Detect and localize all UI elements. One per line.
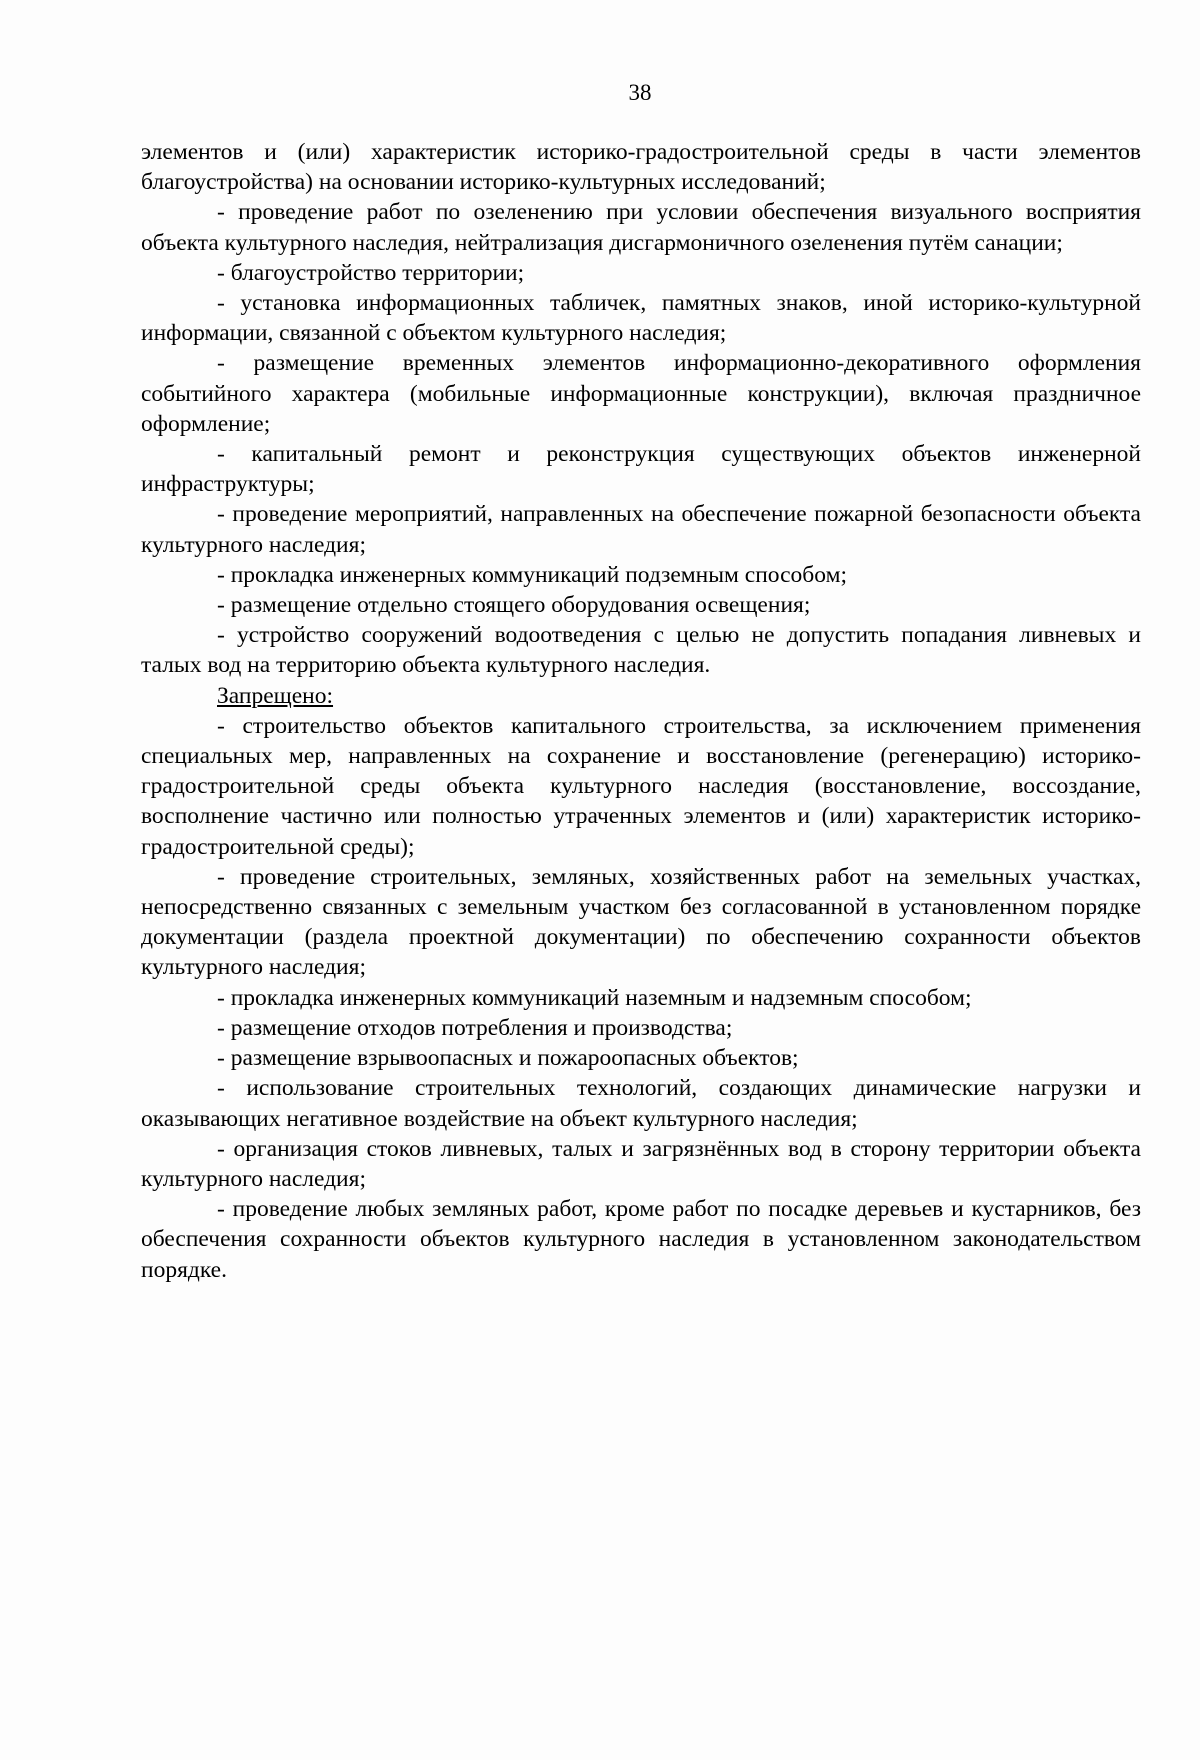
forbidden-list-item: - проведение любых земляных работ, кроме работ по посадке деревьев и кустарников, без обеспечения сохранности объектов культурного наследия в установленном законодательством порядке.	[141, 1196, 1141, 1283]
list-item: - прокладка инженерных коммуникаций подземным способом;	[217, 561, 847, 588]
forbidden-list-item: - размещение взрывоопасных и пожароопасных объектов;	[217, 1045, 799, 1072]
forbidden-list-item: - размещение отходов потребления и производства;	[217, 1014, 733, 1041]
list-item: - проведение мероприятий, направленных на обеспечение пожарной безопасности объекта культурного наследия;	[141, 501, 1141, 558]
forbidden-list-item: - организация стоков ливневых, талых и загрязнённых вод в сторону территории объекта культурного наследия;	[141, 1135, 1141, 1192]
paragraph-continuation: элементов и (или) характеристик историко-градостроительной среды в части элементов благоустройства) на основании историко-культурных исследований;	[141, 139, 1141, 196]
list-item: - капитальный ремонт и реконструкция существующих объектов инженерной инфраструктуры;	[141, 441, 1141, 498]
list-item: - проведение работ по озеленению при условии обеспечения визуального восприятия объекта культурного наследия, нейтрализация дисгармоничного озеленения путём санации;	[141, 199, 1141, 256]
forbidden-list-item: - использование строительных технологий, создающих динамические нагрузки и оказывающих негативное воздействие на объект культурного наследия;	[141, 1075, 1141, 1132]
forbidden-heading: Запрещено:	[217, 682, 334, 709]
list-item: - установка информационных табличек, памятных знаков, иной историко-культурной информации, связанной с объектом культурного наследия;	[141, 290, 1141, 347]
document-body	[141, 137, 1141, 1285]
list-item: - благоустройство территории;	[217, 259, 525, 286]
forbidden-list-item: - строительство объектов капитального строительства, за исключением применения специальных мер, направленных на сохранение и восстановление (регенерацию) историко-градостроительной среды объекта культурного наследия (восстановление, воссоздание, восполнение частично или полностью утраченных элементов и (или) характеристик историко-градостроительной среды);	[141, 712, 1141, 860]
forbidden-list-item: - прокладка инженерных коммуникаций наземным и надземным способом;	[217, 984, 972, 1011]
forbidden-list-item: - проведение строительных, земляных, хозяйственных работ на земельных участках, непосредственно связанных с земельным участком без согласованной в установленном порядке документации (раздела проектной документации) по обеспечению сохранности объектов культурного наследия;	[141, 863, 1141, 981]
list-item: - устройство сооружений водоотведения с целью не допустить попадания ливневых и талых вод на территорию объекта культурного наследия.	[141, 622, 1141, 679]
forbidden-heading-line	[141, 681, 1141, 711]
page-number: 38	[628, 80, 652, 105]
list-item: - размещение временных элементов информационно-декоративного оформления событийного характера (мобильные информационные конструкции), включая праздничное оформление;	[141, 350, 1141, 437]
list-item: - размещение отдельно стоящего оборудования освещения;	[217, 592, 811, 619]
